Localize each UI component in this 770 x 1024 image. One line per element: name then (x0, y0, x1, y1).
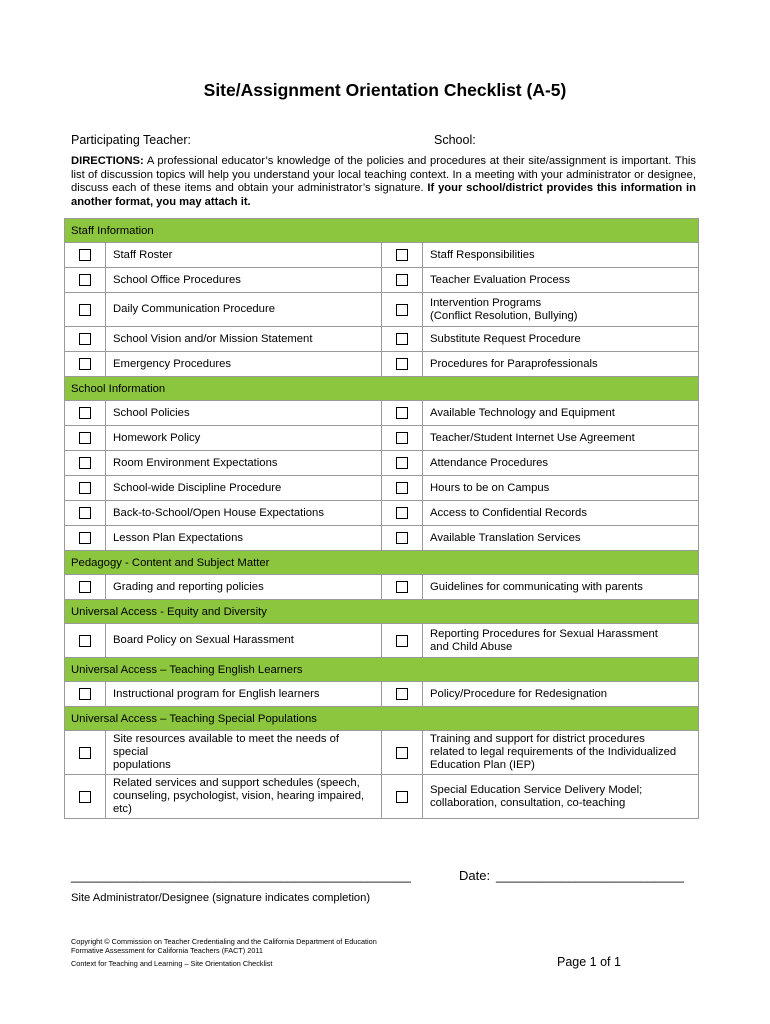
checkbox[interactable] (396, 482, 408, 494)
checklist-item-label: Policy/Procedure for Redesignation (423, 682, 699, 707)
checkbox-cell (382, 401, 423, 426)
checkbox[interactable] (79, 333, 91, 345)
checklist-item-label: Access to Confidential Records (423, 501, 699, 526)
checkbox[interactable] (396, 581, 408, 593)
checklist-item-label: Daily Communication Procedure (106, 293, 382, 327)
signature-caption: Site Administrator/Designee (signature indicates completion) (71, 892, 371, 904)
footer-fact: Formative Assessment for California Teachers (FACT) 2011 (71, 946, 263, 955)
checkbox-cell (65, 352, 106, 377)
checkbox-cell (65, 451, 106, 476)
checkbox-cell (382, 327, 423, 352)
section-title: Staff Information (65, 219, 699, 243)
section-header-row (65, 707, 699, 731)
checkbox[interactable] (396, 333, 408, 345)
checkbox[interactable] (79, 358, 91, 370)
section-title: Pedagogy - Content and Subject Matter (65, 551, 699, 575)
checklist-item-label: Site resources available to meet the needs of special populations (106, 731, 382, 775)
checklist-item-label: Homework Policy (106, 426, 382, 451)
checkbox-cell (382, 624, 423, 658)
checklist-item-label: Teacher Evaluation Process (423, 268, 699, 293)
date-label: Date: (459, 868, 491, 883)
section-header-row (65, 600, 699, 624)
checklist-item-label: Staff Responsibilities (423, 243, 699, 268)
section-header-row (65, 551, 699, 575)
checklist-item-label: Attendance Procedures (423, 451, 699, 476)
checkbox[interactable] (396, 507, 408, 519)
checkbox-cell (65, 426, 106, 451)
checklist-item-label: Guidelines for communicating with parents (423, 575, 699, 600)
checkbox[interactable] (396, 457, 408, 469)
checkbox[interactable] (396, 432, 408, 444)
checklist-item-label: Emergency Procedures (106, 352, 382, 377)
checkbox-cell (382, 426, 423, 451)
checklist-row (65, 526, 699, 551)
section-title: Universal Access – Teaching English Learners (65, 658, 699, 682)
section-title: School Information (65, 377, 699, 401)
checklist-item-label: Substitute Request Procedure (423, 327, 699, 352)
checkbox-cell (382, 682, 423, 707)
checkbox-cell (65, 401, 106, 426)
checkbox-cell (65, 682, 106, 707)
page-title: Site/Assignment Orientation Checklist (A-5) (203, 80, 567, 100)
checklist-item-label: Instructional program for English learners (106, 682, 382, 707)
footer-context: Context for Teaching and Learning – Site Orientation Checklist (71, 959, 273, 968)
checkbox-cell (65, 327, 106, 352)
checkbox-cell (65, 293, 106, 327)
checklist-row (65, 682, 699, 707)
checklist-item-label: Grading and reporting policies (106, 575, 382, 600)
checkbox[interactable] (79, 635, 91, 647)
checklist-item-label: School Vision and/or Mission Statement (106, 327, 382, 352)
checklist-row (65, 327, 699, 352)
checklist-item-label: Reporting Procedures for Sexual Harassment and Child Abuse (423, 624, 699, 658)
checklist-row (65, 775, 699, 819)
checklist-item-label: Procedures for Paraprofessionals (423, 352, 699, 377)
checkbox[interactable] (79, 688, 91, 700)
directions-text: A professional educator’s knowledge of the policies and procedures at their site/assignment is important. This list of discussion topics will help you understand your local teaching context. In a meeting with your administrator or designee, discuss each of these items and obtain your administrator’s signature. (71, 155, 696, 195)
checklist-item-label: Related services and support schedules (speech, counseling, psychologist, vision, hearing impaired, etc) (106, 775, 382, 819)
section-header-row (65, 658, 699, 682)
checklist-item-label: Lesson Plan Expectations (106, 526, 382, 551)
checkbox-cell (382, 731, 423, 775)
checklist-item-label: Board Policy on Sexual Harassment (106, 624, 382, 658)
signature-line: _______________________________________________ (71, 868, 411, 883)
checkbox-cell (382, 268, 423, 293)
checkbox-cell (65, 526, 106, 551)
checkbox-cell (65, 775, 106, 819)
checkbox[interactable] (396, 532, 408, 544)
checkbox-cell (382, 476, 423, 501)
checkbox-cell (65, 476, 106, 501)
checklist-row (65, 476, 699, 501)
checklist-row (65, 575, 699, 600)
checklist-row (65, 624, 699, 658)
orientation-checklist-table (64, 218, 699, 819)
section-header-row (65, 377, 699, 401)
checkbox-cell (65, 268, 106, 293)
section-header-row (65, 219, 699, 243)
checklist-item-label: Special Education Service Delivery Model; collaboration, consultation, co-teaching (423, 775, 699, 819)
section-title: Universal Access - Equity and Diversity (65, 600, 699, 624)
checkbox-cell (65, 243, 106, 268)
directions-paragraph (71, 155, 696, 209)
page-number: Page 1 of 1 (557, 955, 621, 969)
checkbox-cell (65, 501, 106, 526)
checklist-item-label: Training and support for district procedures related to legal requirements of the Individualized Education Plan (IEP) (423, 731, 699, 775)
checklist-item-label: Available Translation Services (423, 526, 699, 551)
checkbox[interactable] (79, 249, 91, 261)
checkbox-cell (65, 731, 106, 775)
checkbox[interactable] (396, 358, 408, 370)
checkbox[interactable] (79, 791, 91, 803)
date-line: __________________________ (496, 868, 684, 883)
checkbox[interactable] (79, 507, 91, 519)
checklist-row (65, 293, 699, 327)
checkbox-cell (382, 451, 423, 476)
checkbox-cell (382, 243, 423, 268)
checkbox-cell (65, 624, 106, 658)
checklist-item-label: School-wide Discipline Procedure (106, 476, 382, 501)
checkbox[interactable] (79, 407, 91, 419)
checklist-row (65, 401, 699, 426)
section-title: Universal Access – Teaching Special Populations (65, 707, 699, 731)
checklist-row (65, 426, 699, 451)
checklist-item-label: Intervention Programs (Conflict Resolution, Bullying) (423, 293, 699, 327)
checkbox[interactable] (396, 407, 408, 419)
checkbox-cell (382, 352, 423, 377)
checklist-row (65, 731, 699, 775)
directions-label: DIRECTIONS: (71, 155, 144, 167)
checklist-item-label: Available Technology and Equipment (423, 401, 699, 426)
checklist-item-label: Staff Roster (106, 243, 382, 268)
checkbox[interactable] (396, 635, 408, 647)
checkbox[interactable] (79, 482, 91, 494)
checkbox-cell (382, 526, 423, 551)
checkbox[interactable] (396, 747, 408, 759)
checkbox[interactable] (396, 688, 408, 700)
checkbox[interactable] (79, 581, 91, 593)
participating-teacher-label: Participating Teacher: (71, 133, 191, 147)
checkbox[interactable] (396, 304, 408, 316)
checklist-row (65, 243, 699, 268)
checkbox-cell (382, 575, 423, 600)
checklist-item-label: Hours to be on Campus (423, 476, 699, 501)
checkbox[interactable] (79, 747, 91, 759)
checklist-item-label: School Policies (106, 401, 382, 426)
checklist-row (65, 268, 699, 293)
directions-bold-tail: If your school/district provides this information in another format, you may attach it. (71, 182, 696, 208)
checkbox[interactable] (396, 249, 408, 261)
checklist-row (65, 451, 699, 476)
checklist-row (65, 501, 699, 526)
checklist-item-label: School Office Procedures (106, 268, 382, 293)
school-label: School: (434, 133, 476, 147)
checkbox[interactable] (79, 304, 91, 316)
checklist-item-label: Back-to-School/Open House Expectations (106, 501, 382, 526)
checkbox-cell (65, 575, 106, 600)
checkbox-cell (382, 293, 423, 327)
checklist-item-label: Room Environment Expectations (106, 451, 382, 476)
checkbox[interactable] (79, 432, 91, 444)
checklist-item-label: Teacher/Student Internet Use Agreement (423, 426, 699, 451)
checkbox[interactable] (396, 274, 408, 286)
checklist-row (65, 352, 699, 377)
checkbox[interactable] (79, 457, 91, 469)
footer-copyright: Copyright © Commission on Teacher Credentialing and the California Department of Education (71, 937, 377, 946)
checkbox-cell (382, 501, 423, 526)
checkbox-cell (382, 775, 423, 819)
checkbox[interactable] (79, 274, 91, 286)
checkbox[interactable] (79, 532, 91, 544)
checkbox[interactable] (396, 791, 408, 803)
